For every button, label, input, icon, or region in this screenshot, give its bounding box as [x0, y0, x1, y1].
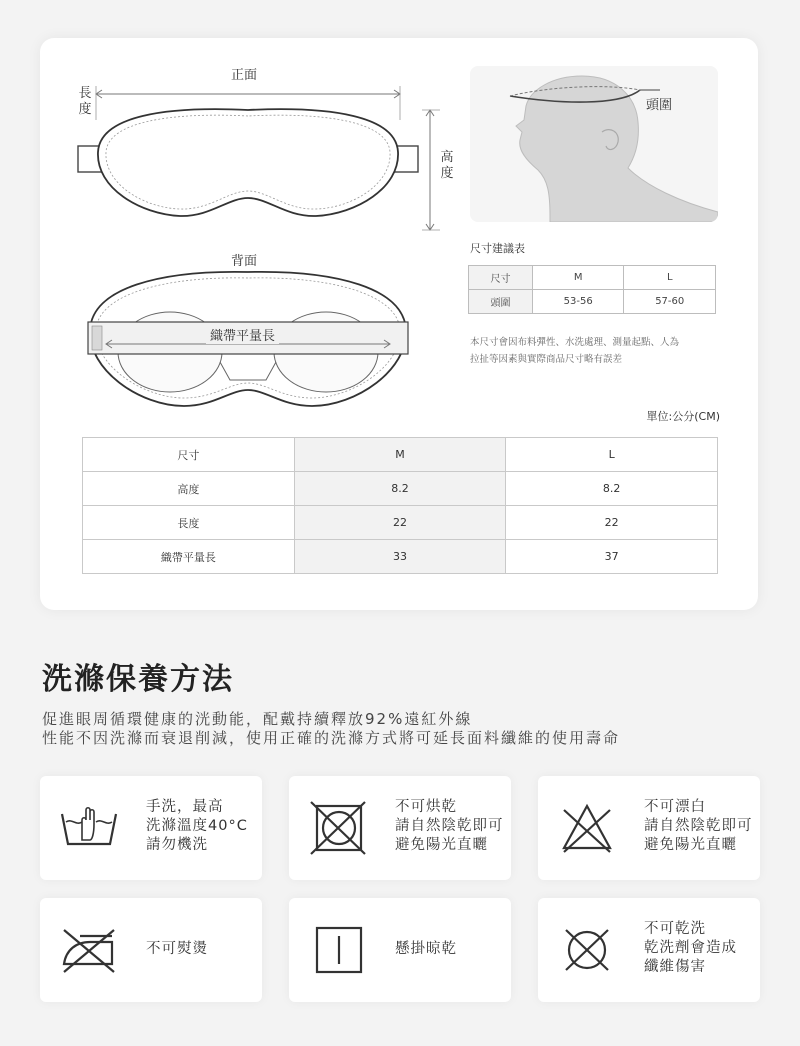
- size-note: 本尺寸會因布料彈性、水洗處理、測量起點、人為 拉扯等因素與實際商品尺寸略有誤差: [470, 337, 680, 365]
- care-text: 不可烘乾 請自然陰乾即可 避免陽光直曬: [395, 799, 504, 853]
- care-intro: 促進眼周循環健康的洸動能，配戴持續釋放92%遠紅外線 性能不因洗滌而衰退削減，使用正確的洗滌方式將可延長面料纖維的使用壽命: [42, 710, 621, 747]
- head-circumference-label: 頭圍: [646, 98, 673, 113]
- table-row: [83, 540, 718, 574]
- size-guide-title: 尺寸建議表: [470, 242, 525, 255]
- strap-length-label: 織帶平量長: [206, 325, 279, 344]
- care-card-hand-wash: [40, 776, 262, 880]
- table-cell: 頭圍: [469, 290, 533, 314]
- care-text: 懸掛晾乾: [395, 941, 457, 957]
- table-cell: 長度: [83, 506, 295, 540]
- head-illustration: [470, 66, 718, 222]
- table-cell: 57-60: [624, 290, 716, 314]
- table-cell: 37: [506, 540, 718, 574]
- unit-label: 單位:公分(CM): [646, 410, 720, 423]
- table-row: [83, 438, 718, 472]
- table-cell: M: [294, 438, 506, 472]
- length-label: 長度: [78, 86, 92, 117]
- no-iron-icon: [60, 922, 118, 978]
- table-cell: 22: [294, 506, 506, 540]
- hand-wash-icon: [60, 800, 118, 856]
- care-title: 洗滌保養方法: [42, 662, 234, 697]
- size-guide-table: [468, 265, 716, 314]
- care-text: 不可漂白 請自然陰乾即可 避免陽光直曬: [644, 799, 753, 853]
- table-row: [83, 506, 718, 540]
- table-cell: M: [532, 266, 624, 290]
- table-cell: 織帶平量長: [83, 540, 295, 574]
- table-cell: 尺寸: [469, 266, 533, 290]
- table-row: [469, 290, 716, 314]
- table-cell: 8.2: [294, 472, 506, 506]
- care-card-no-dry-clean: [538, 898, 760, 1002]
- no-dry-clean-icon: [558, 922, 616, 978]
- care-text: 不可乾洗 乾洗劑會造成 纖維傷害: [644, 921, 737, 975]
- table-cell: 53-56: [532, 290, 624, 314]
- table-cell: L: [506, 438, 718, 472]
- table-cell: 22: [506, 506, 718, 540]
- care-card-no-iron: [40, 898, 262, 1002]
- care-card-line-dry: [289, 898, 511, 1002]
- care-text: 手洗，最高 洗滌溫度40°C 請勿機洗: [146, 799, 248, 853]
- table-cell: 高度: [83, 472, 295, 506]
- no-bleach-icon: [558, 800, 616, 856]
- table-cell: 33: [294, 540, 506, 574]
- height-label: 高度: [440, 150, 454, 181]
- front-label: 正面: [231, 68, 258, 83]
- table-row: [469, 266, 716, 290]
- table-row: [83, 472, 718, 506]
- table-cell: 尺寸: [83, 438, 295, 472]
- size-table: [82, 437, 718, 574]
- line-dry-icon: [309, 922, 367, 978]
- care-card-no-bleach: [538, 776, 760, 880]
- table-cell: 8.2: [506, 472, 718, 506]
- care-text: 不可熨燙: [146, 941, 208, 957]
- front-mask-diagram: [60, 80, 480, 240]
- no-tumble-dry-icon: [309, 800, 367, 856]
- back-label: 背面: [231, 254, 258, 269]
- table-cell: L: [624, 266, 716, 290]
- care-card-no-tumble-dry: [289, 776, 511, 880]
